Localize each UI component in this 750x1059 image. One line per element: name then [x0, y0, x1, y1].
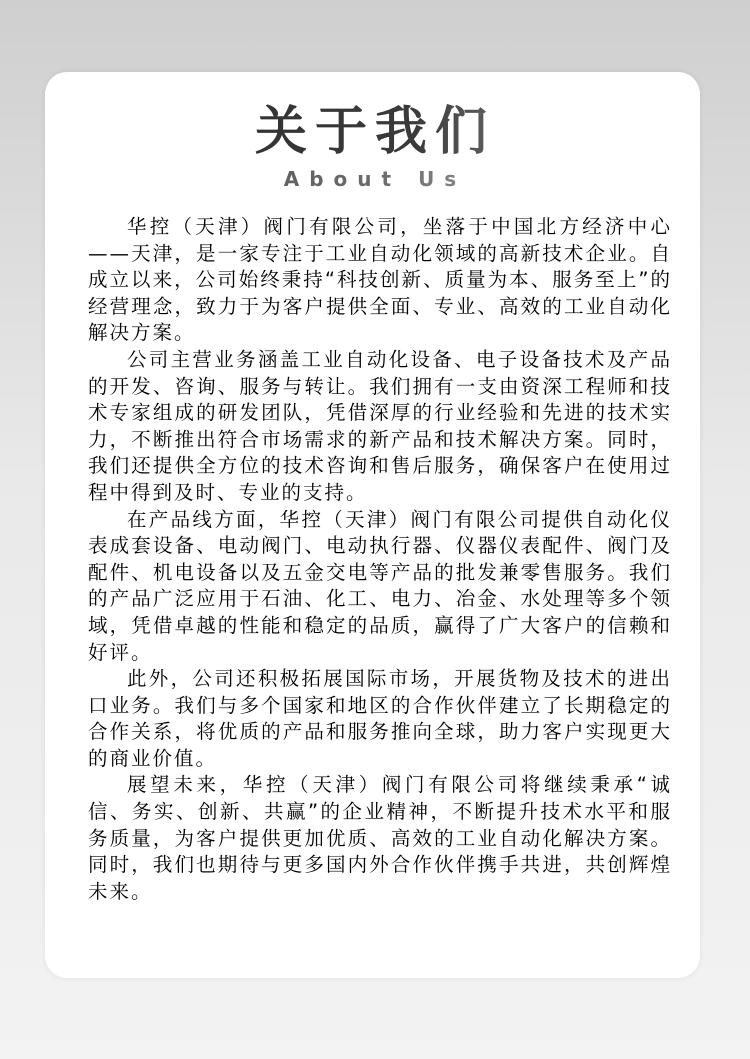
paragraph-products: 在产品线方面，华控（天津）阀门有限公司提供自动化仪表成套设备、电动阀门、电动执行器、仪器仪表配件、阀门及配件、机电设备以及五金交电等产品的批发兼零售服务。我们的产品广泛应用于石油、化工、电力、冶金、水处理等多个领域，凭借卓越的性能和稳定的品质，赢得了广大客户的信赖和好评。 [88, 507, 672, 664]
paragraph-international: 此外，公司还积极拓展国际市场，开展货物及技术的进出口业务。我们与多个国家和地区的合作伙伴建立了长期稳定的合作关系，将优质的产品和服务推向全球，助力客户实现更大的商业价值。 [88, 667, 672, 770]
page-subtitle: About Us [0, 167, 750, 191]
about-text [88, 214, 672, 905]
paragraph-intro: 华控（天津）阀门有限公司，坐落于中国北方经济中心——天津，是一家专注于工业自动化领域的高新技术企业。自成立以来，公司始终秉持“科技创新、质量为本、服务至上”的经营理念，致力于为客户提供全面、专业、高效的工业自动化解决方案。 [88, 215, 672, 345]
page-title: 关于我们 [0, 100, 750, 164]
paragraph-business: 公司主营业务涵盖工业自动化设备、电子设备技术及产品的开发、咨询、服务与转让。我们拥有一支由资深工程师和技术专家组成的研发团队，凭借深厚的行业经验和先进的技术实力，不断推出符合市场需求的新产品和技术解决方案。同时，我们还提供全方位的技术咨询和售后服务，确保客户在使用过程中得到及时、专业的支持。 [88, 347, 672, 504]
paragraph-future: 展望未来，华控（天津）阀门有限公司将继续秉承“诚信、务实、创新、共赢”的企业精神，不断提升技术水平和服务质量，为客户提供更加优质、高效的工业自动化解决方案。同时，我们也期待与更多国内外合作伙伴携手共进，共创辉煌未来。 [88, 773, 672, 903]
